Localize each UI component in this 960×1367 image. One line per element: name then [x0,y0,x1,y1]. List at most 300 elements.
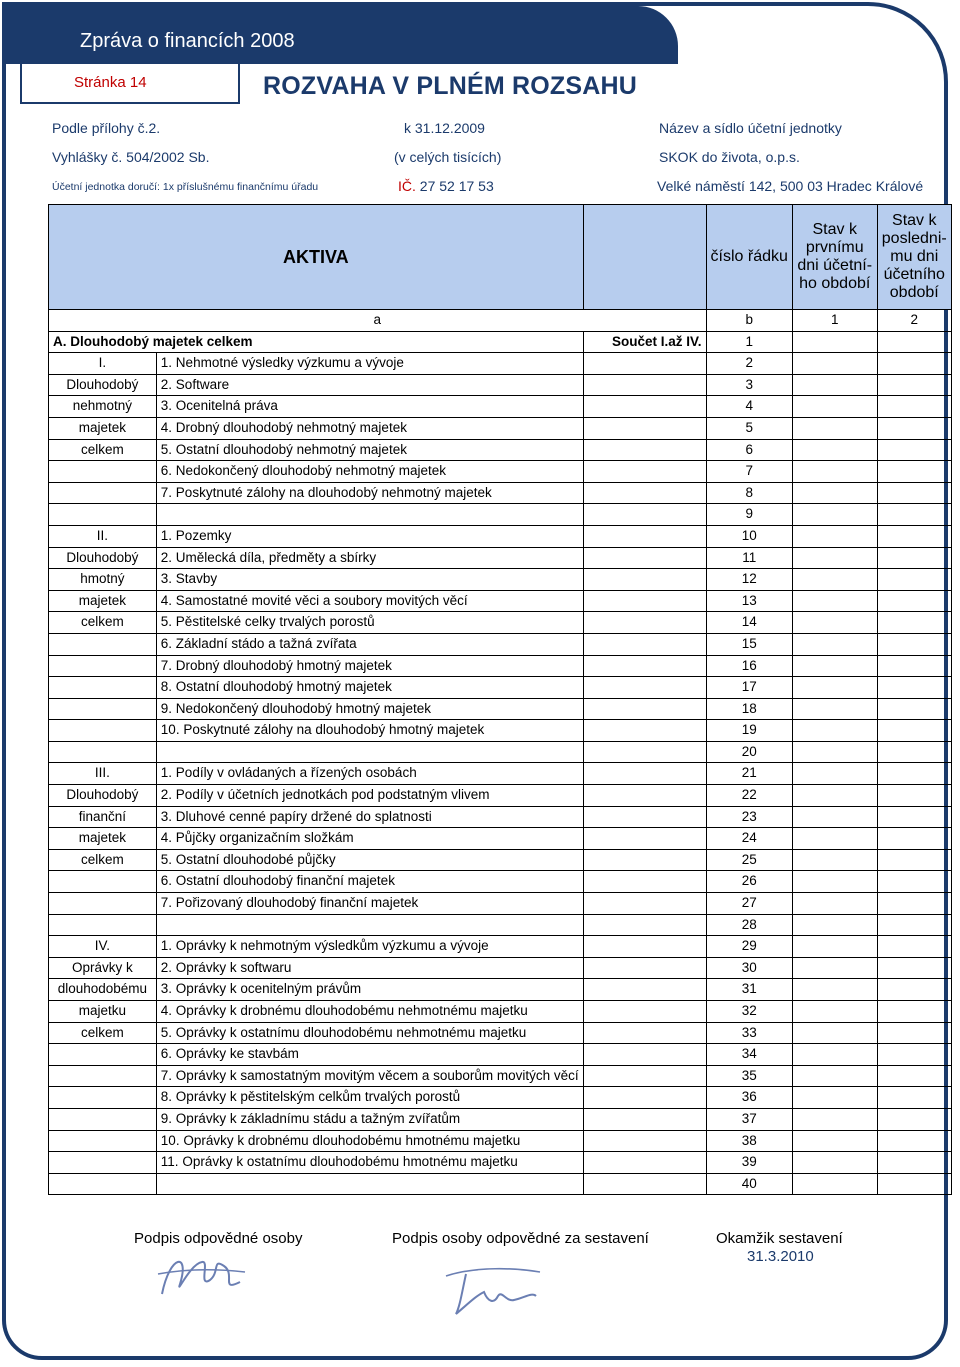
table-row [49,1044,952,1066]
value-last [877,828,951,850]
blank-cell [583,1044,706,1066]
value-last [877,525,951,547]
value-first [792,677,877,699]
value-first [792,849,877,871]
item-label: 4. Samostatné movité věci a soubory movitých věcí [156,590,583,612]
table-row [49,1022,952,1044]
table-row [49,1001,952,1023]
header-right-3: Velké náměstí 142, 500 03 Hradec Králové [657,178,924,194]
item-label: 6. Oprávky ke stavbám [156,1044,583,1066]
group-label [49,1065,157,1087]
value-last [877,1022,951,1044]
value-last [877,1087,951,1109]
row-number: 20 [706,741,792,763]
blank-cell [583,1152,706,1174]
item-label [156,914,583,936]
item-label: 5. Ostatní dlouhodobý nehmotný majetek [156,439,583,461]
table-row [49,979,952,1001]
value-last [877,849,951,871]
item-label: 1. Pozemky [156,525,583,547]
row-number-header: číslo řádku [706,205,792,310]
blank-cell [583,504,706,526]
group-a-sum: Součet I.až IV. [583,331,706,353]
row-number: 35 [706,1065,792,1087]
group-label: majetek [49,828,157,850]
row-number: 3 [706,374,792,396]
header-right-2: SKOK do života, o.p.s. [659,149,800,165]
blank-cell [583,828,706,850]
value-last [877,871,951,893]
value-last [877,1001,951,1023]
row-number: 14 [706,612,792,634]
value-first [792,871,877,893]
table-row [49,504,952,526]
table-row [49,828,952,850]
table-row [49,698,952,720]
group-label: finanční [49,806,157,828]
value-last [877,655,951,677]
ic-value: 27 52 17 53 [415,178,494,194]
row-number: 10 [706,525,792,547]
item-label: 10. Oprávky k drobnému dlouhodobému hmotnému majetku [156,1130,583,1152]
row-number: 30 [706,957,792,979]
group-label: Dlouhodobý [49,547,157,569]
item-label: 2. Podíly v účetních jednotkách pod podstatným vlivem [156,785,583,807]
group-label: nehmotný [49,396,157,418]
value-last [877,439,951,461]
row-number: 23 [706,806,792,828]
value-last [877,417,951,439]
item-label: 4. Drobný dlouhodobý nehmotný majetek [156,417,583,439]
blank-cell [583,569,706,591]
page-label: Stránka 14 [20,62,240,104]
column-labels-row [49,310,952,332]
group-label [49,698,157,720]
blank-header [583,205,706,310]
value-first [792,1130,877,1152]
blank-cell [583,417,706,439]
group-label [49,893,157,915]
state-first-line: prvnímu [805,239,864,256]
value-first [792,806,877,828]
balance-table [48,204,952,1195]
value-first [792,936,877,958]
blank-cell [583,677,706,699]
group-label [49,461,157,483]
value-first [792,504,877,526]
signature-1-image [150,1244,250,1304]
group-label [49,741,157,763]
group-label [49,1044,157,1066]
table-row [49,677,952,699]
table-row [49,374,952,396]
table-row [49,569,952,591]
row-number: 8 [706,482,792,504]
blank-cell [583,547,706,569]
value-first [792,1173,877,1195]
value-first [792,374,877,396]
value-last [877,763,951,785]
row-number: 7 [706,461,792,483]
signature-compiler-label: Podpis osoby odpovědné za sestavení [392,1230,649,1247]
blank-cell [583,849,706,871]
report-banner [6,6,678,64]
group-label [49,720,157,742]
table-row [49,1087,952,1109]
state-last-line: posledni- [881,230,947,247]
group-label: II. [49,525,157,547]
value-last [877,590,951,612]
table-row [49,1152,952,1174]
blank-cell [583,871,706,893]
blank-cell [583,806,706,828]
table-row [49,893,952,915]
blank-cell [583,1173,706,1195]
group-label [49,677,157,699]
item-label: 7. Poskytnuté zálohy na dlouhodobý nehmotný majetek [156,482,583,504]
item-label: 11. Oprávky k ostatnímu dlouhodobému hmotnému majetku [156,1152,583,1174]
table-row [49,633,952,655]
header-date: k 31.12.2009 [404,120,485,136]
row-number: 22 [706,785,792,807]
row-number: 39 [706,1152,792,1174]
item-label: 1. Oprávky k nehmotným výsledkům výzkumu a vývoje [156,936,583,958]
value-last [877,741,951,763]
value-first [792,785,877,807]
table-row [49,936,952,958]
value-first [792,1001,877,1023]
group-label: dlouhodobému [49,979,157,1001]
group-label: majetek [49,590,157,612]
item-label: 5. Ostatní dlouhodobé půjčky [156,849,583,871]
table-row [49,396,952,418]
row-number: 32 [706,1001,792,1023]
row-number: 16 [706,655,792,677]
value-first [792,828,877,850]
item-label: 6. Nedokončený dlouhodobý nehmotný majetek [156,461,583,483]
col-label-b: b [706,310,792,332]
header-units: (v celých tisících) [394,149,502,165]
row-number: 28 [706,914,792,936]
item-label: 6. Základní stádo a tažná zvířata [156,633,583,655]
row-number: 34 [706,1044,792,1066]
value-last [877,1130,951,1152]
table-row [49,547,952,569]
blank-cell [583,396,706,418]
state-first-header [792,205,877,310]
item-label: 10. Poskytnuté zálohy na dlouhodobý hmotný majetek [156,720,583,742]
row-number: 12 [706,569,792,591]
table-row [49,655,952,677]
value-last [877,482,951,504]
value-last [877,893,951,915]
value-first [792,1022,877,1044]
blank-cell [583,1001,706,1023]
table-row [49,914,952,936]
blank-cell [583,698,706,720]
value-last [877,633,951,655]
item-label [156,741,583,763]
page-title: ROZVAHA V PLNÉM ROZSAHU [263,72,638,100]
blank-cell [583,720,706,742]
row-number: 17 [706,677,792,699]
blank-cell [583,914,706,936]
value-first [792,353,877,375]
table-row [49,439,952,461]
value-last [877,1065,951,1087]
row-number: 38 [706,1130,792,1152]
item-label: 7. Drobný dlouhodobý hmotný majetek [156,655,583,677]
item-label: 5. Pěstitelské celky trvalých porostů [156,612,583,634]
row-number: 18 [706,698,792,720]
compilation-date: 31.3.2010 [747,1248,814,1265]
item-label: 7. Pořizovaný dlouhodobý finanční majetek [156,893,583,915]
value-last [877,547,951,569]
state-last-header [877,205,951,310]
value-first [792,1152,877,1174]
value-first [792,655,877,677]
value-last [877,914,951,936]
group-label [49,1130,157,1152]
value-first [792,1065,877,1087]
blank-cell [583,1022,706,1044]
value-last [877,979,951,1001]
group-label [49,1152,157,1174]
blank-cell [583,957,706,979]
blank-cell [583,763,706,785]
table-row [49,849,952,871]
value-last [877,677,951,699]
row-number: 33 [706,1022,792,1044]
blank-cell [583,893,706,915]
table-row [49,1173,952,1195]
value-first [792,957,877,979]
table-row [49,1130,952,1152]
item-label: 7. Oprávky k samostatným movitým věcem a souborům movitých věcí [156,1065,583,1087]
row-number: 27 [706,893,792,915]
group-label [49,871,157,893]
header-left-3: Účetní jednotka doručí: 1x příslušnému finančnímu úřadu [52,181,319,193]
row-number: 19 [706,720,792,742]
value-last [877,569,951,591]
header-left-2: Vyhlášky č. 504/2002 Sb. [52,149,210,165]
row-number: 37 [706,1108,792,1130]
value-first [792,547,877,569]
col-label-a: a [49,310,707,332]
value-first [792,590,877,612]
row-number: 25 [706,849,792,871]
value-first [792,331,877,353]
value-first [792,439,877,461]
header-ic [398,178,494,194]
item-label [156,1173,583,1195]
value-first [792,525,877,547]
table-row [49,785,952,807]
value-first [792,633,877,655]
blank-cell [583,374,706,396]
value-last [877,504,951,526]
value-first [792,612,877,634]
value-first [792,482,877,504]
table-row [49,763,952,785]
blank-cell [583,612,706,634]
group-a-row [49,331,952,353]
row-number: 15 [706,633,792,655]
blank-cell [583,590,706,612]
item-label: 3. Dluhové cenné papíry držené do splatnosti [156,806,583,828]
group-label: I. [49,353,157,375]
value-last [877,353,951,375]
row-number: 9 [706,504,792,526]
row-number: 2 [706,353,792,375]
value-first [792,1044,877,1066]
blank-cell [583,1130,706,1152]
item-label: 8. Oprávky k pěstitelským celkům trvalých porostů [156,1087,583,1109]
table-row [49,806,952,828]
table-row [49,461,952,483]
table-row [49,957,952,979]
group-label [49,482,157,504]
value-first [792,979,877,1001]
value-last [877,1173,951,1195]
group-label: celkem [49,439,157,461]
table-row [49,612,952,634]
row-number: 31 [706,979,792,1001]
group-label: celkem [49,1022,157,1044]
group-label: III. [49,763,157,785]
group-label [49,504,157,526]
table-row [49,353,952,375]
item-label: 2. Software [156,374,583,396]
value-first [792,461,877,483]
item-label: 2. Oprávky k softwaru [156,957,583,979]
item-label: 9. Nedokončený dlouhodobý hmotný majetek [156,698,583,720]
group-label [49,914,157,936]
table-body [49,353,952,1195]
row-number: 4 [706,396,792,418]
group-label [49,1108,157,1130]
value-last [877,957,951,979]
row-number: 21 [706,763,792,785]
value-first [792,569,877,591]
col-label-2: 2 [877,310,951,332]
value-last [877,331,951,353]
table-row [49,482,952,504]
state-first-line: ho období [799,275,871,292]
blank-cell [583,353,706,375]
item-label: 3. Stavby [156,569,583,591]
blank-cell [583,461,706,483]
value-first [792,914,877,936]
state-last-line: účetního [883,266,945,283]
group-label [49,1173,157,1195]
ic-label: IČ. [398,178,416,194]
item-label: 6. Ostatní dlouhodobý finanční majetek [156,871,583,893]
table-row [49,1065,952,1087]
group-label: majetek [49,417,157,439]
row-number: 13 [706,590,792,612]
group-label [49,633,157,655]
value-last [877,1044,951,1066]
row-number: 11 [706,547,792,569]
group-label: Oprávky k [49,957,157,979]
header-left-1: Podle přílohy č.2. [52,120,161,136]
group-label: Dlouhodobý [49,785,157,807]
value-last [877,612,951,634]
row-number: 24 [706,828,792,850]
value-last [877,1152,951,1174]
group-label: IV. [49,936,157,958]
blank-cell [583,655,706,677]
state-last-line: Stav k [892,212,937,229]
value-first [792,1087,877,1109]
value-last [877,461,951,483]
value-first [792,396,877,418]
row-number: 29 [706,936,792,958]
blank-cell [583,633,706,655]
table-row [49,871,952,893]
value-first [792,720,877,742]
item-label: 4. Oprávky k drobnému dlouhodobému nehmotnému majetku [156,1001,583,1023]
value-first [792,741,877,763]
item-label: 1. Podíly v ovládaných a řízených osobách [156,763,583,785]
value-first [792,1108,877,1130]
group-label: majetku [49,1001,157,1023]
table-header-row [49,205,952,310]
row-number: 5 [706,417,792,439]
value-last [877,785,951,807]
item-label: 5. Oprávky k ostatnímu dlouhodobému nehmotnému majetku [156,1022,583,1044]
value-last [877,720,951,742]
row-number: 40 [706,1173,792,1195]
item-label: 8. Ostatní dlouhodobý hmotný majetek [156,677,583,699]
blank-cell [583,936,706,958]
value-first [792,698,877,720]
col-label-1: 1 [792,310,877,332]
table-row [49,525,952,547]
blank-cell [583,439,706,461]
blank-cell [583,482,706,504]
item-label [156,504,583,526]
item-label: 4. Půjčky organizačním složkám [156,828,583,850]
compilation-time-label: Okamžik sestavení [716,1230,843,1247]
item-label: 2. Umělecká díla, předměty a sbírky [156,547,583,569]
table-row [49,741,952,763]
blank-cell [583,1087,706,1109]
item-label: 3. Oprávky k ocenitelným právům [156,979,583,1001]
group-label [49,655,157,677]
blank-cell [583,741,706,763]
state-last-line: období [889,284,939,301]
item-label: 3. Ocenitelná práva [156,396,583,418]
value-last [877,806,951,828]
row-number: 1 [706,331,792,353]
aktiva-header: AKTIVA [49,205,584,310]
value-last [877,936,951,958]
blank-cell [583,1108,706,1130]
value-last [877,374,951,396]
value-first [792,893,877,915]
group-label: celkem [49,849,157,871]
table-row [49,417,952,439]
table-row [49,590,952,612]
group-label: celkem [49,612,157,634]
state-last-line: mu dni [890,248,939,265]
group-label [49,1087,157,1109]
blank-cell [583,1065,706,1087]
report-title: Zpráva o financích 2008 [80,30,295,52]
row-number: 26 [706,871,792,893]
